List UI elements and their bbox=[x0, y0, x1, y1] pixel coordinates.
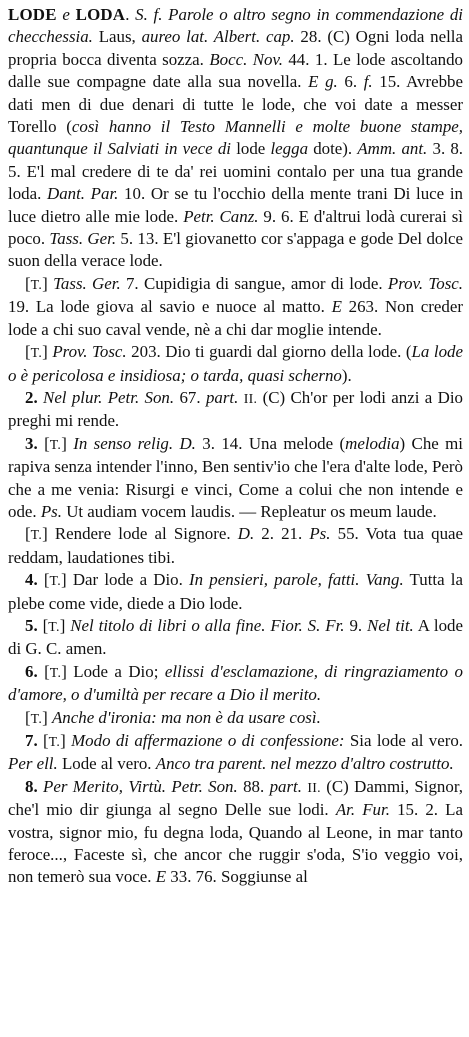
roman-text: 88. bbox=[237, 776, 270, 796]
roman-text: dote). bbox=[308, 139, 358, 159]
small-caps-text: T. bbox=[48, 618, 60, 634]
italic-text: La lode o è pericolosa e insidiosa; o tarda, quasi scherno bbox=[8, 342, 463, 385]
roman-text: 15. Avrebbe dati men di due denari di tutte le lode, che voi date a messer Torello ( bbox=[8, 72, 463, 137]
roman-text: 263. Non creder lode a chi suo caval vende, nè a chi dar moglie intende. bbox=[8, 297, 463, 339]
italic-text: Tass. Ger. bbox=[53, 273, 121, 293]
entry-paragraph bbox=[8, 433, 463, 524]
roman-text: [ bbox=[25, 524, 31, 544]
small-caps-text: T. bbox=[49, 436, 62, 452]
small-caps-text: T. bbox=[49, 573, 61, 589]
italic-text: Ps. bbox=[40, 501, 62, 521]
roman-text: [ bbox=[25, 707, 31, 727]
italic-text: legga bbox=[270, 139, 309, 159]
roman-text: 3. 8. 5. E'l mal credere di te da' rei uomini contalo per una tua grande loda. bbox=[8, 139, 464, 204]
roman-text: Lode al vero. bbox=[57, 754, 156, 774]
italic-text: S. f. Parole o altro segno in commendazione di checchessia. bbox=[8, 5, 463, 47]
italic-text: Nel tit. bbox=[367, 615, 414, 635]
roman-text: A lode di G. C. amen. bbox=[8, 615, 463, 659]
roman-text: ] Rendere lode al Signore. bbox=[42, 524, 238, 544]
italic-text: Per Merito, Virtù. Petr. Son. bbox=[43, 776, 238, 796]
entry-paragraph bbox=[8, 273, 463, 341]
sense-number: 7. bbox=[25, 731, 44, 750]
italic-text: Petr. Canz. bbox=[183, 206, 259, 226]
roman-text: 28. (C) Ogni loda nella propria bocca diventa sozza. bbox=[8, 27, 463, 69]
sense-number: 3. bbox=[25, 433, 45, 453]
roman-text: ] bbox=[42, 342, 53, 362]
roman-text: 33. 76. Soggiunse al bbox=[166, 867, 308, 887]
italic-text: D. bbox=[237, 524, 255, 544]
italic-text: E bbox=[155, 867, 167, 887]
roman-text: [ bbox=[43, 570, 50, 590]
roman-text: lode bbox=[231, 139, 271, 159]
roman-text: 9. 6. E d'altrui lodà curerai sì poco. bbox=[8, 206, 464, 249]
roman-text: ] bbox=[42, 707, 52, 727]
roman-text: ) Che mi rapiva senza intender l'inno, Ben sentiv'io che l'era d'alte lode, Però che a me venia: Risurgi e vinci, Come a colui che non intende e ode. bbox=[8, 433, 463, 521]
italic-text: Tass. Ger. bbox=[49, 229, 117, 249]
italic-text: Anche d'ironia: ma non è da usare così. bbox=[51, 707, 321, 727]
italic-text: Ps. bbox=[309, 524, 331, 544]
roman-text: ] Lode a Dio; bbox=[61, 661, 165, 681]
small-caps-text: T. bbox=[30, 345, 43, 361]
small-caps-text: T. bbox=[48, 734, 61, 749]
sense-number: 6. bbox=[25, 661, 45, 681]
small-caps-text: II. bbox=[307, 779, 321, 795]
sense-number: 5. bbox=[25, 615, 43, 635]
roman-text: [ bbox=[44, 433, 50, 453]
roman-text: [ bbox=[44, 661, 50, 681]
roman-text: [ bbox=[43, 731, 49, 750]
italic-text: part. bbox=[205, 387, 239, 407]
small-caps-text: T. bbox=[30, 276, 43, 292]
roman-text: 67. bbox=[174, 387, 206, 407]
roman-text: Laus, bbox=[92, 27, 142, 47]
roman-text: 2. 21. bbox=[254, 524, 310, 544]
entry-paragraph bbox=[8, 730, 463, 776]
small-caps-text: II. bbox=[243, 390, 258, 406]
roman-text: ] bbox=[59, 615, 71, 635]
roman-text: 9. bbox=[344, 615, 368, 635]
italic-text: Nel plur. Petr. Son. bbox=[43, 387, 175, 407]
italic-text: f. bbox=[363, 72, 373, 92]
roman-text: Sia lode al vero. bbox=[344, 731, 464, 750]
italic-text: così hanno il Testo Mannelli e molte buone stampe, quantunque il Salviati in vece di bbox=[8, 117, 463, 159]
roman-text: 10. Or se tu l'occhio della mente trani Di luce in luce dietro alle mie lode. bbox=[8, 184, 463, 226]
sense-number: 4. bbox=[25, 570, 44, 590]
small-caps-text: T. bbox=[49, 664, 62, 680]
roman-text: 3. 14. Una melode ( bbox=[195, 433, 346, 453]
italic-text: In pensieri, parole, fatti. Vang. bbox=[189, 570, 404, 590]
roman-text: ] Dar lode a Dio. bbox=[61, 570, 190, 590]
entry-paragraph bbox=[8, 569, 463, 615]
roman-text: ). bbox=[341, 365, 352, 385]
roman-text: ] bbox=[60, 731, 72, 750]
dictionary-entry-text bbox=[8, 4, 463, 889]
entry-paragraph bbox=[8, 707, 463, 730]
sense-number: 8. bbox=[25, 776, 44, 796]
italic-text: part. bbox=[269, 776, 302, 796]
italic-text: e bbox=[56, 5, 76, 24]
roman-text: 19. La lode giova al savio e nuoce al matto. bbox=[8, 297, 332, 317]
roman-text: 7. Cupidigia di sangue, amor di lode. bbox=[120, 273, 388, 293]
italic-text: In senso relig. D. bbox=[73, 433, 196, 453]
roman-text: (C) Ch'or per lodi anzi a Dio preghi mi rende. bbox=[8, 387, 463, 431]
italic-text: E bbox=[331, 297, 342, 317]
roman-text: [ bbox=[25, 273, 31, 293]
italic-text: E g. bbox=[308, 72, 338, 92]
italic-text: Prov. Tosc. bbox=[52, 342, 127, 362]
small-caps-text: T. bbox=[30, 527, 43, 543]
entry-paragraph bbox=[8, 661, 463, 707]
italic-text: Per ell. bbox=[8, 754, 58, 774]
italic-text: melodia bbox=[345, 433, 400, 453]
roman-text: [ bbox=[42, 615, 49, 635]
italic-text: Anco tra parent. nel mezzo d'altro costrutto. bbox=[155, 754, 454, 774]
roman-text: Tutta la plebe come vide, diede a Dio lode. bbox=[8, 570, 463, 613]
italic-text: Bocc. Nov. bbox=[209, 49, 283, 69]
entry-paragraph bbox=[8, 4, 463, 273]
entry-paragraph bbox=[8, 523, 463, 569]
italic-text: aureo lat. Albert. cap. bbox=[141, 27, 295, 47]
roman-text: 6. bbox=[337, 72, 364, 92]
entry-paragraph bbox=[8, 387, 463, 433]
italic-text: ellissi d'esclamazione, di ringraziamento o d'amore, o d'umiltà per recare a Dio il merito. bbox=[8, 661, 464, 705]
roman-text: 44. 1. Le lode ascoltando dalle sue compagne date alla sua novella. bbox=[8, 49, 463, 92]
roman-text: ] bbox=[42, 273, 54, 293]
entry-paragraph bbox=[8, 776, 463, 889]
italic-text: Dant. Par. bbox=[47, 184, 119, 204]
roman-text: 203. Dio ti guardi dal giorno della lode. ( bbox=[126, 342, 412, 362]
entry-paragraph bbox=[8, 615, 463, 661]
roman-text: 15. 2. La vostra, signor mio, fu degna loda, Quando al Leone, in mar tanto feroce..., Faceste sì, che ancor che ruggir s'oda, S'io veggio voi, non temerò sua voce. bbox=[8, 800, 463, 887]
roman-text: [ bbox=[25, 342, 31, 362]
small-caps-text: T. bbox=[30, 710, 43, 726]
roman-text: ] bbox=[61, 433, 74, 453]
italic-text: Nel titolo di libri o alla fine. Fior. S. Fr. bbox=[70, 615, 345, 635]
italic-text: Prov. Tosc. bbox=[387, 273, 463, 293]
sense-number: 2. bbox=[25, 387, 44, 407]
italic-text: Amm. ant. bbox=[357, 139, 428, 159]
roman-text: (C) Dammi, Signor, che'l mio dir giunga al segno Delle sue lodi. bbox=[8, 776, 463, 820]
italic-text: Modo di affermazione o di confessione: bbox=[71, 731, 345, 750]
headword: LODE bbox=[8, 5, 57, 24]
roman-text: . bbox=[125, 5, 136, 24]
roman-text: Ut audiam vocem laudis. — Repleatur os meum laude. bbox=[61, 501, 437, 521]
italic-text: Ar. Fur. bbox=[335, 800, 390, 820]
headword: LODA bbox=[75, 5, 126, 24]
entry-paragraph bbox=[8, 341, 463, 387]
roman-text: 5. 13. E'l giovanetto cor s'appaga e gode Del dolce suon della verace lode. bbox=[8, 229, 464, 271]
roman-text: 55. Vota tua quae reddam, laudationes tibi. bbox=[8, 524, 464, 567]
